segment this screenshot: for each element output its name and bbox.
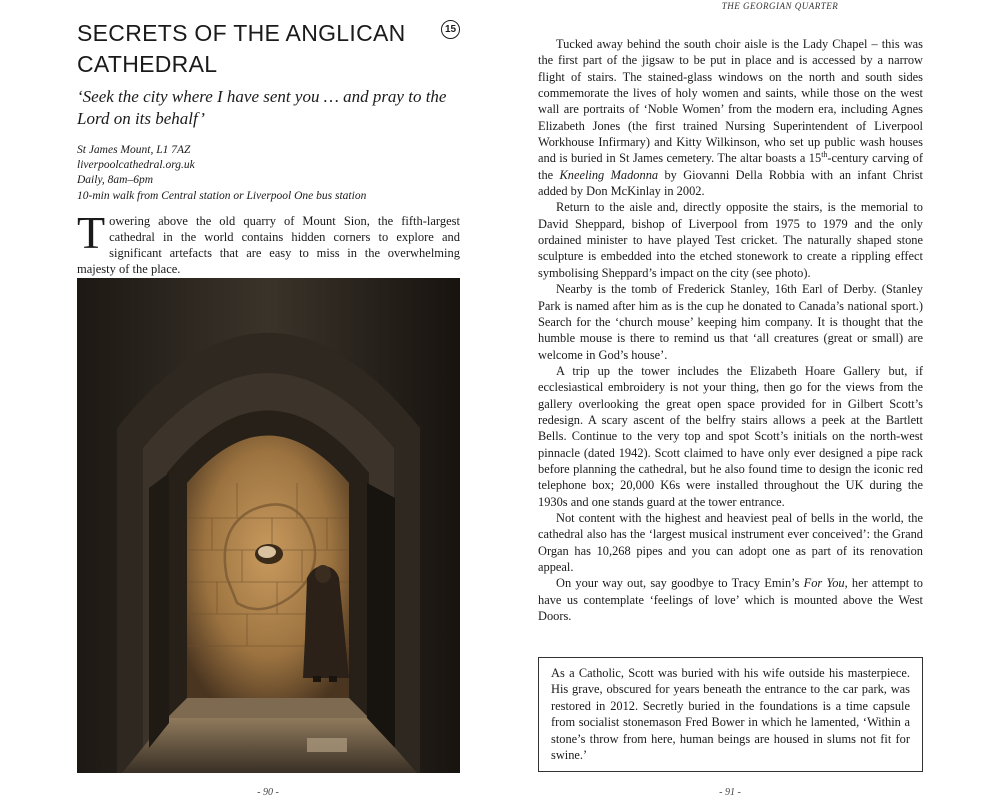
- entry-number-badge: 15: [441, 20, 460, 39]
- artwork-title: For You: [803, 576, 845, 591]
- artwork-title: Kneeling Madonna: [559, 167, 659, 182]
- intro-text: owering above the old quarry of Mount Sion, the fifth-largest cathedral in the world contains hidden corners to explore and significant artefacts that are easy to miss in the overwhelming majesty of the place.: [77, 214, 460, 276]
- address: St James Mount, L1 7AZ: [77, 144, 191, 156]
- article-body: [538, 36, 923, 624]
- paragraph-sheppard-memorial: Return to the aisle and, directly opposite the stairs, is the memorial to David Sheppard, bishop of Liverpool from 1975 to 1979 and the only ordained minister to have played Test cricket. The naturally shaped stone sculpture is embedded into the etched stonework to create a rippling effect symbolising Sheppard’s impact on the city (see photo).: [538, 200, 923, 280]
- paragraph-stanley-tomb: Nearby is the tomb of Frederick Stanley, 16th Earl of Derby. (Stanley Park is named after him as is the cup he donated to Canada’s national sport.) Search for the ‘church mouse’ keeping him company. It is thought that the humble mouse is there to remind us that ‘all creatures (great or small) are welcome in God’s house’.: [538, 282, 923, 362]
- paragraph-lady-chapel: [538, 36, 923, 199]
- page-number-left: - 90 -: [257, 787, 279, 798]
- opening-hours: Daily, 8am–6pm: [77, 174, 154, 187]
- visitor-info: [77, 143, 457, 204]
- running-head: THE GEORGIAN QUARTER: [721, 1, 839, 11]
- website: liverpoolcathedral.org.uk: [77, 159, 195, 172]
- drop-cap: T: [77, 207, 106, 258]
- cathedral-doorway-photo: [77, 278, 460, 773]
- page-number-right: - 91 -: [719, 787, 741, 798]
- page-title: SECRETS OF THE ANGLICAN CATHEDRAL: [77, 20, 406, 77]
- superscript: th: [821, 150, 828, 160]
- directions: 10-min walk from Central station or Liverpool One bus station: [77, 189, 367, 202]
- paragraph-tower: A trip up the tower includes the Elizabeth Hoare Gallery but, if ecclesiastical embroidery is not your thing, then go for the views from the gallery overlooking the great open space provided for in Gilbert Scott’s redesign. A scary ascent of the belfry stairs allows a peek at the Bartlett Bells. Continue to the very top and spot Scott’s initials on the north-west pinnacle (dated 1942). Scott claimed to have only ever designed a pipe rack before planning the cathedral, but he also found time to design the iconic red telephone box; 20,000 K6s were installed throughout the UK during the 1930s and one stands guard at the tower entrance.: [538, 363, 923, 509]
- paragraph-text: by Giovanni Della Robbia with an infant Christ added by Don McKinlay in 2002.: [538, 167, 923, 199]
- paragraph-text: On your way out, say goodbye to Tracy Emin’s: [556, 576, 804, 591]
- paragraph-grand-organ: Not content with the highest and heaviest peal of bells in the world, the cathedral also has the ‘largest musical instrument ever conceived’: the Grand Organ has 10,268 pipes and you can adopt one as part of its renovation appeal.: [538, 510, 923, 574]
- intro-paragraph: [77, 207, 460, 277]
- epigraph-quote: ‘Seek the city where I have sent you … and pray to the Lord on its behalf’: [77, 87, 447, 128]
- paragraph-text: Tucked away behind the south choir aisle is the Lady Chapel – this was the first part of the jigsaw to be put in place and is accessed by a narrow flight of stairs. The stained-glass windows on the north and south sides commemorate the lives of holy women and saints, while those on the west wall are portraits of ‘Noble Women’ from the modern era, including Agnes Elizabeth Jones (the first trained Nursing Superintendent of Liverpool Workhouse Infirmary) and Kitty Wilkinson, who set up public wash houses and is buried in St James cemetery. The altar boasts a 15: [538, 37, 923, 166]
- right-page: [500, 0, 1000, 800]
- paragraph-text: -century carving of the: [538, 151, 923, 182]
- sidebar-box: As a Catholic, Scott was buried with his wife outside his masterpiece. His grave, obscured for years beneath the entrance to the car park, was restored in 2012. Secretly buried in the foundations is a time capsule from socialist stonemason Fred Bower in which he lamented, ‘Within a stone’s throw from here, human beings are housed in slums not fit for swine.’: [538, 657, 923, 772]
- doorway-illustration: [77, 278, 460, 773]
- paragraph-text: , her attempt to have us contemplate ‘feelings of love’ which is mounted above the West Doors.: [538, 576, 924, 624]
- paragraph-tracy-emin: [538, 575, 923, 624]
